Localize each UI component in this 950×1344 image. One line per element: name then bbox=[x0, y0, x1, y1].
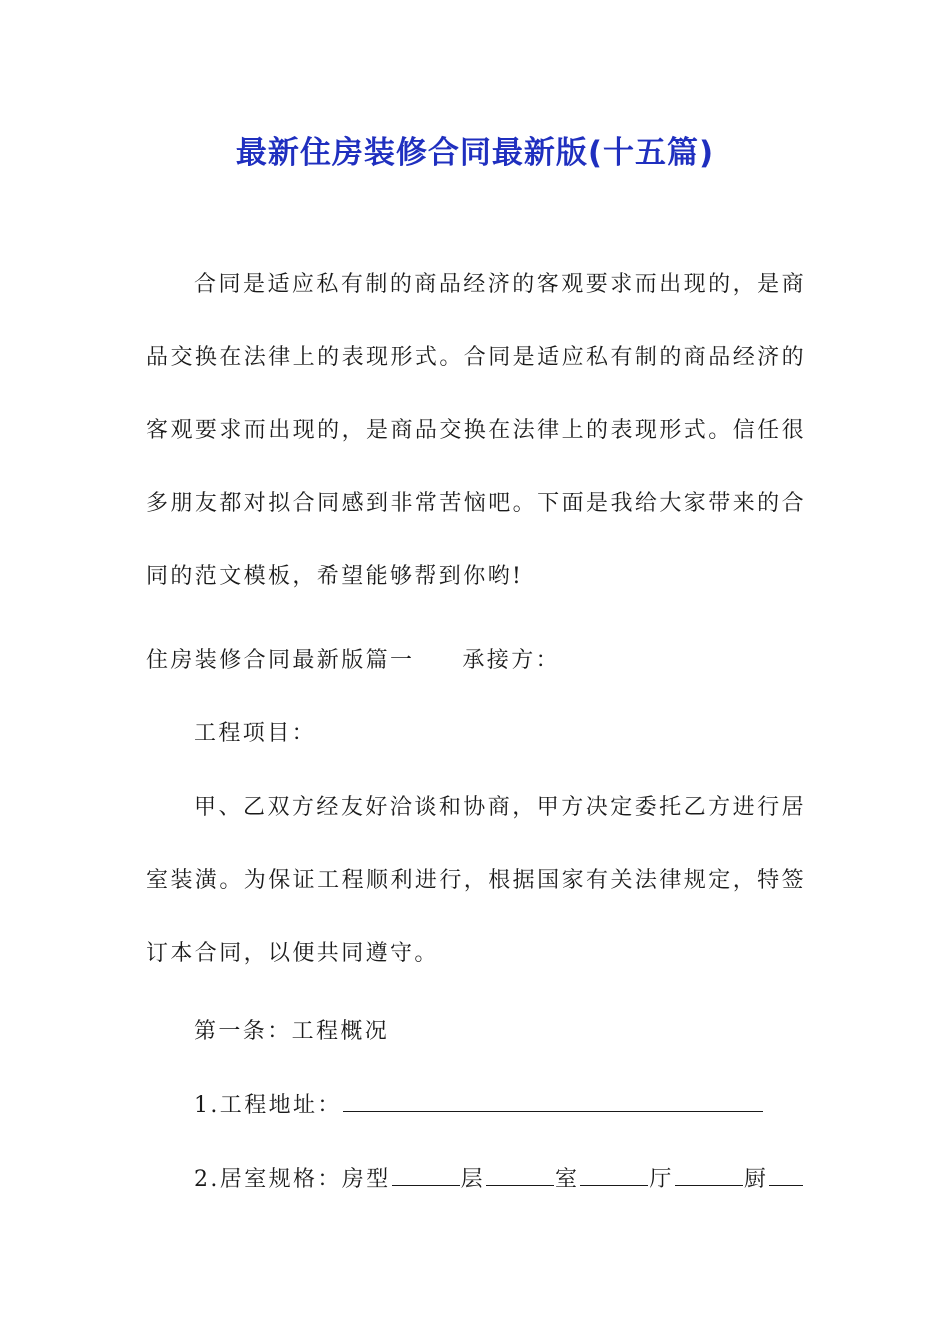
contractor-label: 承接方： bbox=[462, 648, 561, 673]
spec-floor: 层 bbox=[460, 1167, 485, 1192]
spec-room-blank bbox=[580, 1163, 648, 1186]
section-heading: 住房装修合同最新版篇一 bbox=[146, 648, 415, 673]
article1-line bbox=[194, 1014, 874, 1050]
address-line bbox=[194, 1088, 874, 1124]
project-line bbox=[194, 716, 874, 752]
section-heading-line bbox=[146, 643, 826, 679]
address-blank bbox=[343, 1089, 763, 1112]
spec-floor-blank bbox=[486, 1163, 554, 1186]
intro-paragraph: 合同是适应私有制的商品经济的客观要求而出现的，是商品交换在法律上的表现形式。合同是适应私有制的商品经济的客观要求而出现的，是商品交换在法律上的表现形式。信任很多朋友都对拟合同感到非常苦恼吧。下面是我给大家带来的合同的范文模板，希望能够帮到你哟! bbox=[146, 272, 806, 589]
spec-label: 2.居室规格：房型 bbox=[194, 1167, 391, 1192]
article1-heading: 第一条：工程概况 bbox=[194, 1019, 390, 1044]
spec-line bbox=[194, 1162, 874, 1198]
address-label: 1.工程地址： bbox=[194, 1093, 342, 1118]
spec-kitchen-blank bbox=[769, 1163, 803, 1186]
spec-hall-blank bbox=[675, 1163, 743, 1186]
agreement-paragraph: 甲、乙双方经友好洽谈和协商，甲方决定委托乙方进行居室装潢。为保证工程顺利进行，根据国家有关法律规定，特签订本合同，以便共同遵守。 bbox=[146, 795, 806, 966]
spec-kitchen: 厨 bbox=[743, 1167, 769, 1192]
spec-type-blank bbox=[392, 1163, 460, 1186]
project-label: 工程项目： bbox=[194, 721, 317, 746]
spec-hall: 厅 bbox=[649, 1167, 674, 1192]
spec-room: 室 bbox=[555, 1167, 580, 1192]
document-title: 最新住房装修合同最新版(十五篇) bbox=[235, 135, 715, 171]
